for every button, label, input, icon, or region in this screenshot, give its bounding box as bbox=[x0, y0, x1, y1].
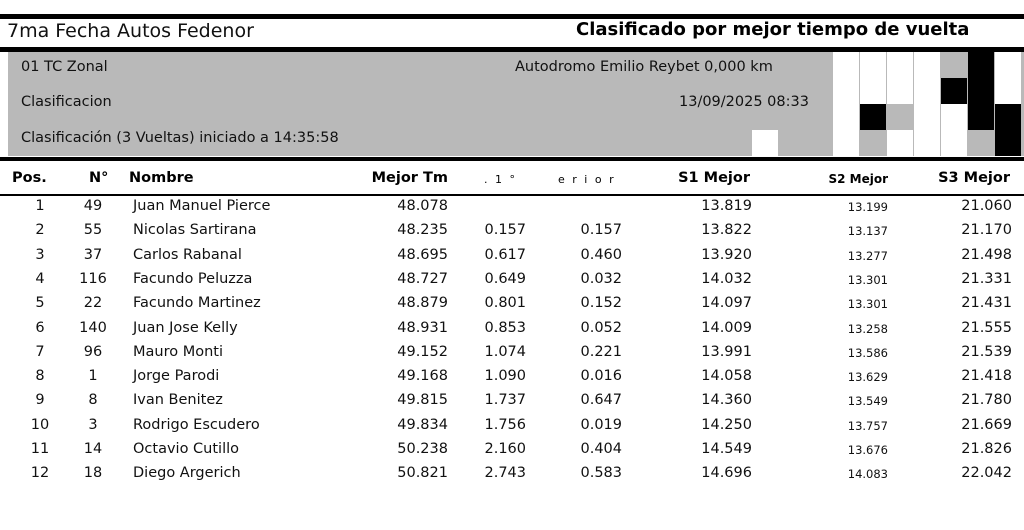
col-s1: S1 Mejor bbox=[678, 170, 750, 186]
cell-s2: 13.137 bbox=[847, 224, 888, 239]
table-header-rule bbox=[0, 194, 1024, 196]
cell-num: 3 bbox=[88, 416, 98, 433]
table-row bbox=[0, 270, 1024, 294]
col-gap-previous: e r i o r bbox=[558, 173, 616, 186]
cell-s1: 14.549 bbox=[701, 441, 752, 457]
cell-pos: 1 bbox=[35, 198, 45, 214]
cell-gap1: 0.617 bbox=[484, 246, 526, 263]
cell-s3: 21.669 bbox=[961, 416, 1012, 433]
cell-s3: 21.780 bbox=[961, 392, 1012, 409]
cell-s3: 21.170 bbox=[961, 222, 1012, 239]
cell-gap1: 0.157 bbox=[484, 222, 526, 239]
cell-best: 49.834 bbox=[397, 416, 448, 433]
cell-s3: 21.431 bbox=[961, 295, 1012, 312]
cell-gap1: 1.756 bbox=[484, 416, 526, 433]
cell-gap1: 1.074 bbox=[484, 343, 526, 360]
table-row bbox=[0, 319, 1024, 343]
cell-name: Facundo Peluzza bbox=[133, 270, 253, 287]
col-best: Mejor Tm bbox=[371, 170, 448, 186]
table-row bbox=[0, 294, 1024, 318]
cell-name: Carlos Rabanal bbox=[133, 246, 242, 263]
table-row bbox=[0, 246, 1024, 270]
cell-s1: 13.991 bbox=[701, 343, 752, 360]
cell-gapprev: 0.404 bbox=[580, 441, 622, 457]
cell-best: 48.695 bbox=[397, 246, 448, 263]
table-row bbox=[0, 391, 1024, 415]
cell-s1: 14.058 bbox=[701, 368, 752, 385]
session-label: Clasificacion bbox=[21, 94, 112, 110]
cell-s2: 13.258 bbox=[847, 321, 888, 336]
table-row bbox=[0, 440, 1024, 464]
cell-s1: 14.696 bbox=[701, 465, 752, 482]
cell-gap1: 2.743 bbox=[484, 465, 526, 482]
table-row bbox=[0, 221, 1024, 245]
page-subtitle: Clasificado por mejor tiempo de vuelta bbox=[576, 19, 970, 40]
cell-pos: 2 bbox=[35, 222, 45, 239]
cell-name: Rodrigo Escudero bbox=[133, 416, 260, 433]
table-row bbox=[0, 416, 1024, 440]
cell-s3: 21.060 bbox=[961, 198, 1012, 214]
cell-s2: 13.676 bbox=[847, 443, 888, 457]
col-num: N° bbox=[89, 170, 109, 186]
cell-num: 14 bbox=[83, 441, 103, 457]
cell-best: 50.238 bbox=[397, 441, 448, 457]
cell-name: Jorge Parodi bbox=[133, 368, 220, 385]
results-table-header bbox=[0, 170, 1024, 194]
cell-num: 96 bbox=[83, 343, 103, 360]
cell-name: Juan Manuel Pierce bbox=[133, 198, 271, 214]
cell-num: 49 bbox=[83, 198, 103, 214]
table-row bbox=[0, 197, 1024, 221]
cell-s3: 21.418 bbox=[961, 368, 1012, 385]
cell-s2: 13.301 bbox=[847, 297, 888, 312]
panel-bottom-rule bbox=[0, 157, 1024, 161]
cell-gapprev: 0.221 bbox=[580, 343, 622, 360]
cell-num: 55 bbox=[83, 222, 103, 239]
col-s2: S2 Mejor bbox=[828, 172, 888, 186]
cell-gapprev: 0.152 bbox=[580, 295, 622, 312]
cell-gapprev: 0.032 bbox=[580, 270, 622, 287]
cell-num: 1 bbox=[88, 368, 98, 385]
cell-gap1: 1.090 bbox=[484, 368, 526, 385]
cell-s2: 13.277 bbox=[847, 248, 888, 263]
cell-name: Ivan Benitez bbox=[133, 392, 223, 409]
cell-gapprev: 0.157 bbox=[580, 222, 622, 239]
cell-s1: 13.822 bbox=[701, 222, 752, 239]
cell-name: Juan Jose Kelly bbox=[133, 319, 238, 336]
cell-s1: 13.920 bbox=[701, 246, 752, 263]
col-gap-first: . 1 ° bbox=[484, 173, 517, 186]
cell-pos: 7 bbox=[35, 343, 45, 360]
cell-gap1: 0.853 bbox=[484, 319, 526, 336]
cell-best: 49.815 bbox=[397, 392, 448, 409]
cell-best: 49.168 bbox=[397, 368, 448, 385]
cell-gap1: 0.801 bbox=[484, 295, 526, 312]
cell-pos: 10 bbox=[30, 416, 50, 433]
cell-s2: 13.629 bbox=[847, 370, 888, 385]
cell-gapprev: 0.019 bbox=[580, 416, 622, 433]
cell-best: 48.235 bbox=[397, 222, 448, 239]
cell-num: 116 bbox=[79, 270, 107, 287]
cell-gapprev: 0.647 bbox=[580, 392, 622, 409]
cell-num: 37 bbox=[83, 246, 103, 263]
cell-name: Nicolas Sartirana bbox=[133, 222, 257, 239]
col-s3: S3 Mejor bbox=[938, 170, 1010, 186]
cell-name: Mauro Monti bbox=[133, 343, 223, 360]
cell-pos: 9 bbox=[35, 392, 45, 409]
cell-num: 8 bbox=[88, 392, 98, 409]
cell-name: Facundo Martinez bbox=[133, 295, 261, 312]
checkered-flag-icon bbox=[752, 52, 1024, 156]
cell-s1: 14.009 bbox=[701, 319, 752, 336]
cell-s3: 21.555 bbox=[961, 319, 1012, 336]
cell-s1: 13.819 bbox=[701, 198, 752, 214]
cell-pos: 8 bbox=[35, 368, 45, 385]
cell-s2: 13.586 bbox=[847, 345, 888, 360]
cell-gapprev: 0.016 bbox=[580, 368, 622, 385]
cell-s3: 21.539 bbox=[961, 343, 1012, 360]
cell-pos: 4 bbox=[35, 270, 45, 287]
cell-num: 18 bbox=[83, 465, 103, 482]
cell-name: Octavio Cutillo bbox=[133, 441, 240, 457]
cell-best: 48.078 bbox=[397, 198, 448, 214]
table-row bbox=[0, 367, 1024, 391]
cell-s1: 14.360 bbox=[701, 392, 752, 409]
session-detail: Clasificación (3 Vueltas) iniciado a 14:35:58 bbox=[21, 130, 339, 146]
cell-best: 50.821 bbox=[397, 465, 448, 482]
cell-s3: 22.042 bbox=[961, 465, 1012, 482]
cell-pos: 3 bbox=[35, 246, 45, 263]
cell-pos: 6 bbox=[35, 319, 45, 336]
cell-pos: 12 bbox=[30, 465, 50, 482]
cell-s2: 13.757 bbox=[847, 418, 888, 433]
cell-s3: 21.331 bbox=[961, 270, 1012, 287]
circuit-label: Autodromo Emilio Reybet 0,000 km bbox=[515, 59, 773, 75]
cell-gapprev: 0.583 bbox=[580, 465, 622, 482]
col-pos: Pos. bbox=[12, 170, 47, 186]
cell-gapprev: 0.052 bbox=[580, 319, 622, 336]
cell-s1: 14.250 bbox=[701, 416, 752, 433]
page-title: 7ma Fecha Autos Fedenor bbox=[7, 20, 254, 42]
cell-best: 49.152 bbox=[397, 343, 448, 360]
cell-best: 48.879 bbox=[397, 295, 448, 312]
cell-s2: 13.199 bbox=[847, 200, 888, 214]
cell-pos: 5 bbox=[35, 295, 45, 312]
cell-s2: 14.083 bbox=[847, 467, 888, 482]
cell-gapprev: 0.460 bbox=[580, 246, 622, 263]
cell-gap1: 0.649 bbox=[484, 270, 526, 287]
cell-num: 140 bbox=[79, 319, 107, 336]
cell-s1: 14.032 bbox=[701, 270, 752, 287]
cell-num: 22 bbox=[83, 295, 103, 312]
datetime-label: 13/09/2025 08:33 bbox=[679, 94, 809, 110]
cell-name: Diego Argerich bbox=[133, 465, 241, 482]
cell-gap1: 2.160 bbox=[484, 441, 526, 457]
col-name: Nombre bbox=[129, 170, 194, 186]
cell-gap1: 1.737 bbox=[484, 392, 526, 409]
table-row bbox=[0, 464, 1024, 488]
cell-s2: 13.301 bbox=[847, 272, 888, 287]
table-row bbox=[0, 343, 1024, 367]
cell-best: 48.727 bbox=[397, 270, 448, 287]
cell-s2: 13.549 bbox=[847, 394, 888, 409]
category-label: 01 TC Zonal bbox=[21, 59, 108, 75]
cell-pos: 11 bbox=[30, 441, 50, 457]
cell-best: 48.931 bbox=[397, 319, 448, 336]
cell-s3: 21.826 bbox=[961, 441, 1012, 457]
cell-s1: 14.097 bbox=[701, 295, 752, 312]
cell-s3: 21.498 bbox=[961, 246, 1012, 263]
